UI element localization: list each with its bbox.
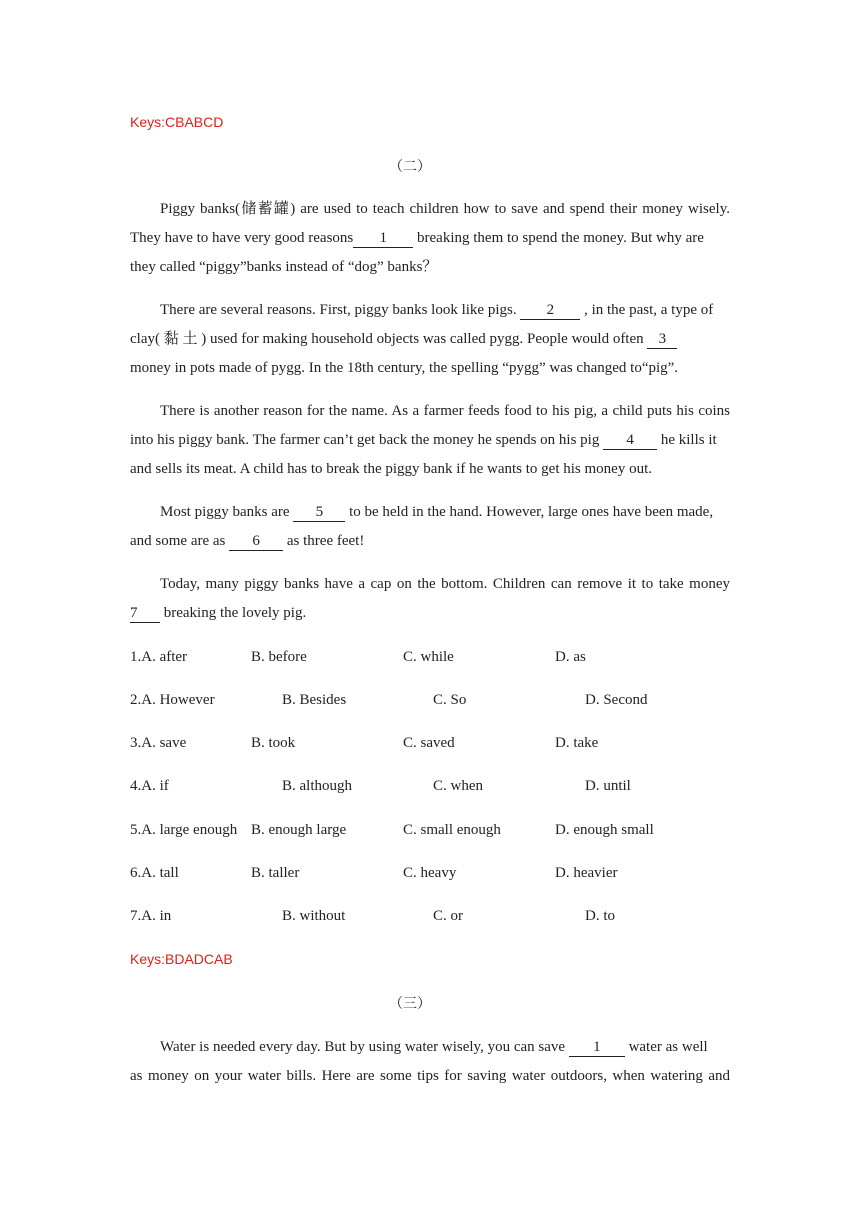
q6-option-d: D. heavier (555, 865, 618, 881)
q1-option-a: 1.A. after (130, 649, 188, 665)
q4-option-c: C. when (433, 778, 483, 794)
q6-option-a: 6.A. tall (130, 865, 179, 881)
s3-p1-line-2: as money on your water bills. Here are some tips for saving water outdoors, when watering and (130, 1068, 730, 1084)
q5-option-c: C. small enough (403, 822, 501, 838)
p1-line-2-text-b: breaking them to spend the money. But why are (413, 230, 704, 246)
q3-option-c: C. saved (403, 735, 455, 751)
q6-option-c: C. heavy (403, 865, 457, 881)
answer-keys-2: Keys:BDADCAB (130, 951, 233, 967)
p1-line-3: they called “piggy”banks instead of “dog” banks？ (130, 259, 438, 275)
p3-line-2-text-b: he kills it (657, 432, 717, 448)
p2-line-1 (160, 300, 730, 320)
p2-line-3: money in pots made of pygg. In the 18th century, the spelling “pygg” was changed to“pig”. (130, 360, 679, 376)
q2-option-c: C. So (433, 692, 467, 708)
section-title-3: （三） (389, 997, 431, 1012)
p4-line-2 (130, 531, 730, 551)
p5-line-1: Today, many piggy banks have a cap on the bottom. Children can remove it to take money (160, 576, 730, 592)
blank-6: 6 (229, 533, 283, 551)
p2-line-1-text: There are several reasons. First, piggy banks look like pigs. (160, 302, 521, 318)
q4-option-a: 4.A. if (130, 778, 169, 794)
q5-option-b: B. enough large (251, 822, 347, 838)
q7-option-b: B. without (282, 908, 346, 924)
q5-option-d: D. enough small (555, 822, 654, 838)
s3-blank-1: 1 (569, 1039, 625, 1057)
q7-option-c: C. or (433, 908, 463, 924)
s3-p1-line-1-text: Water is needed every day. But by using water wisely, you can save (160, 1039, 569, 1055)
q1-option-c: C. while (403, 649, 454, 665)
blank-1: 1 (353, 230, 413, 248)
q3-option-a: 3.A. save (130, 735, 187, 751)
p5-line-2-text: breaking the lovely pig. (160, 605, 307, 621)
q3-option-b: B. took (251, 735, 296, 751)
p3-line-1: There is another reason for the name. As a farmer feeds food to his pig, a child puts his coins (160, 403, 730, 419)
q1-option-b: B. before (251, 649, 307, 665)
blank-4: 4 (603, 432, 657, 450)
p4-line-1 (160, 502, 730, 522)
p4-line-1-text: Most piggy banks are (160, 504, 294, 520)
q4-option-d: D. until (585, 778, 631, 794)
p4-line-2-text-b: as three feet! (283, 533, 365, 549)
p5-line-2 (130, 603, 730, 623)
p2-line-2-text: clay( 黏 土 ) used for making household objects was called pygg. People would often (130, 331, 648, 347)
q7-option-a: 7.A. in (130, 908, 172, 924)
s3-p1-line-1-text-b: water as well (624, 1039, 708, 1055)
q2-option-b: B. Besides (282, 692, 347, 708)
q2-option-d: D. Second (585, 692, 648, 708)
blank-3: 3 (647, 331, 677, 349)
p3-line-2-text: into his piggy bank. The farmer can’t get back the money he spends on his pig (130, 432, 604, 448)
p1-line-2-text: They have to have very good reasons (130, 230, 354, 246)
p1-line-2 (130, 228, 730, 248)
s3-p1-line-1 (160, 1037, 730, 1057)
q5-option-a: 5.A. large enough (130, 822, 238, 838)
p3-line-3: and sells its meat. A child has to break the piggy bank if he wants to get his money out. (130, 461, 652, 477)
section-title-2: （二） (389, 160, 431, 175)
p1-line-1: Piggy banks(储蓄罐) are used to teach children how to save and spend their money wisely. (160, 201, 730, 217)
q7-option-d: D. to (585, 908, 615, 924)
blank-2: 2 (520, 302, 580, 320)
q2-option-a: 2.A. However (130, 692, 215, 708)
blank-5: 5 (293, 504, 345, 522)
q4-option-b: B. although (282, 778, 352, 794)
p2-line-1-text-b: , in the past, a type of (580, 302, 714, 318)
q6-option-b: B. taller (251, 865, 300, 881)
p4-line-2-text: and some are as (130, 533, 230, 549)
q1-option-d: D. as (555, 649, 586, 665)
answer-keys-1: Keys:CBABCD (130, 114, 224, 130)
blank-7: 7 (130, 605, 160, 623)
p2-line-2 (130, 329, 730, 349)
q3-option-d: D. take (555, 735, 599, 751)
p4-line-1-text-b: to be held in the hand. However, large ones have been made, (345, 504, 714, 520)
p3-line-2 (130, 430, 730, 450)
